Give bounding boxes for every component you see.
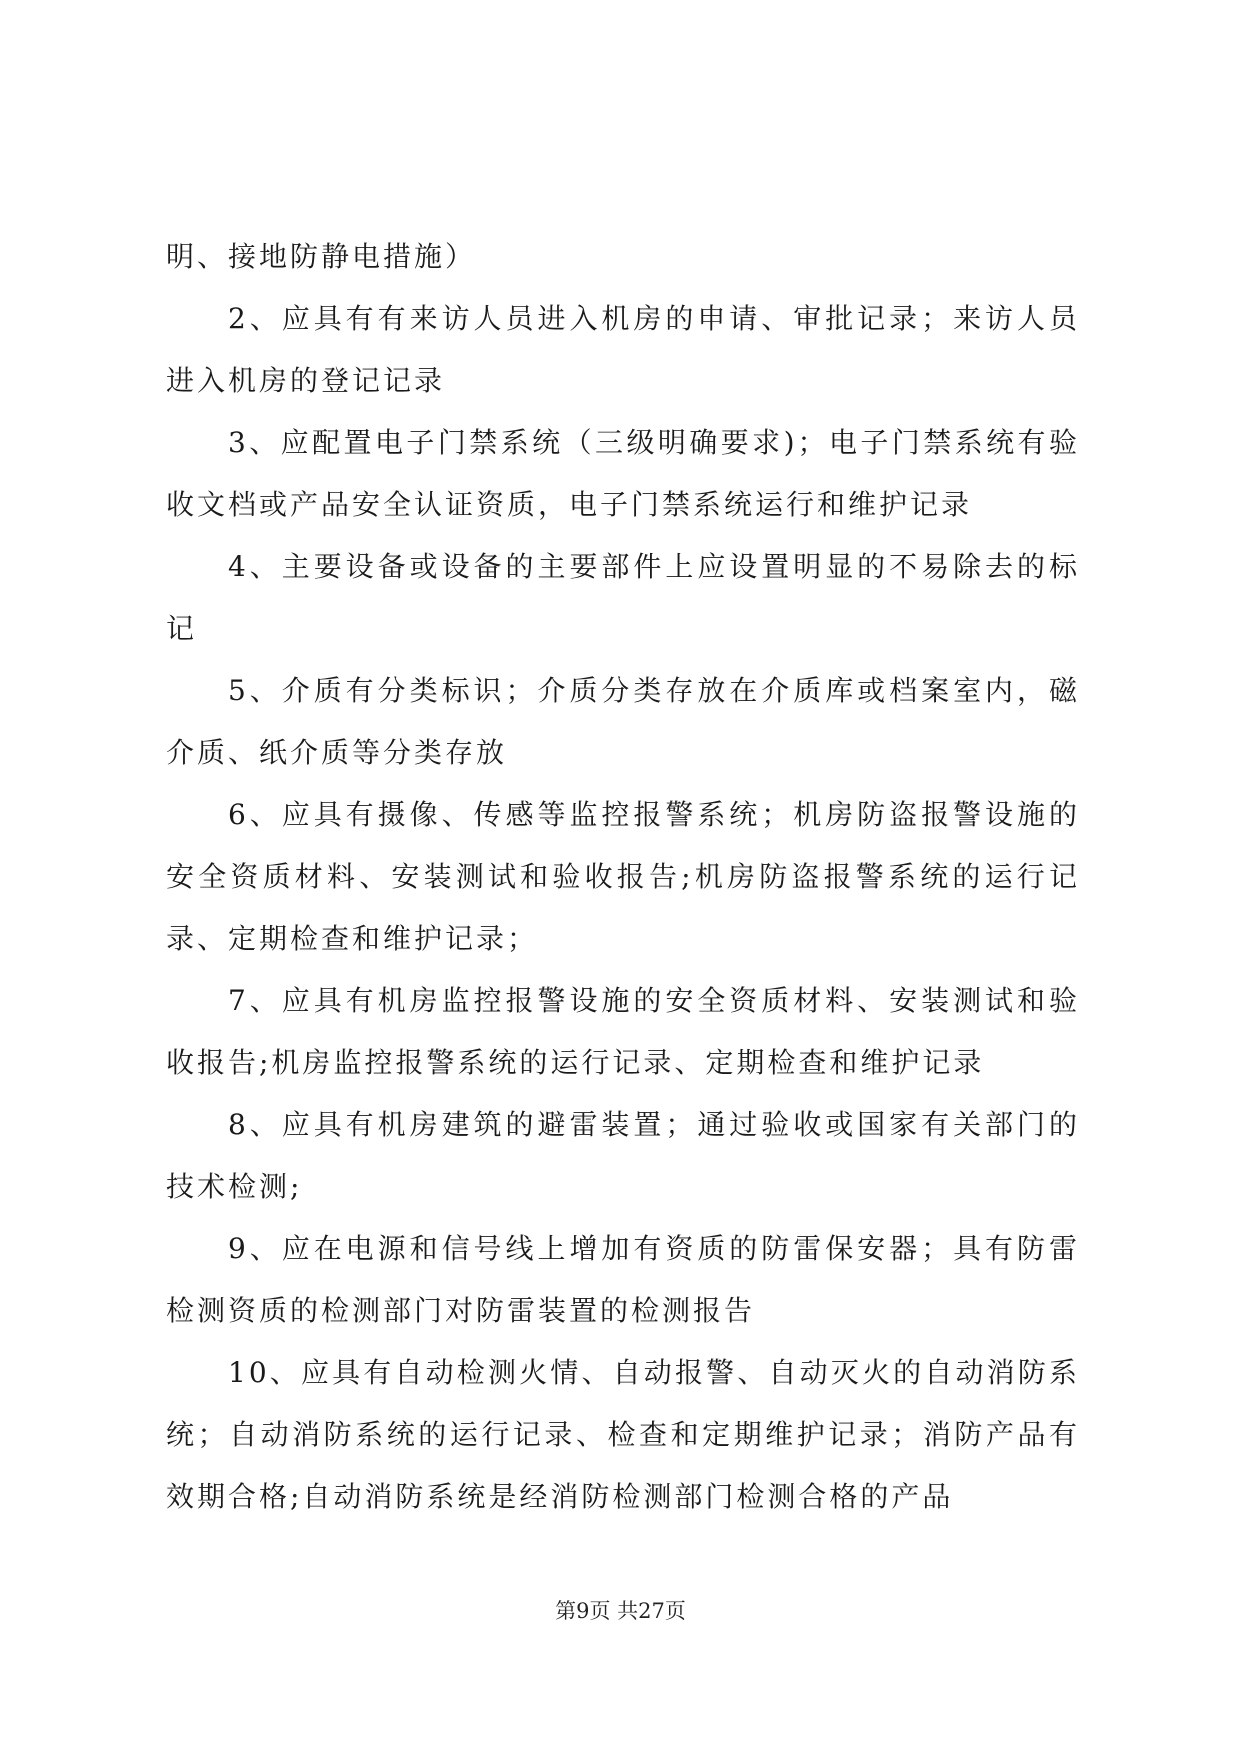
continuation-paragraph: 明、接地防静电措施）	[166, 240, 477, 273]
page-footer	[0, 1596, 1241, 1626]
list-item: 8、应具有机房建筑的避雷装置；通过验收或国家有关部门的技术检测;	[166, 1108, 1080, 1203]
page-number: 第9页 共27页	[555, 1599, 686, 1623]
list-item: 9、应在电源和信号线上增加有资质的防雷保安器；具有防雷检测资质的检测部门对防雷装置的检测报告	[166, 1232, 1080, 1327]
list-item: 10、应具有自动检测火情、自动报警、自动灭火的自动消防系统；自动消防系统的运行记录、检查和定期维护记录；消防产品有效期合格;自动消防系统是经消防检测部门检测合格的产品	[166, 1356, 1080, 1513]
document-body	[166, 226, 1080, 1528]
list-item: 5、介质有分类标识；介质分类存放在介质库或档案室内，磁介质、纸介质等分类存放	[166, 674, 1080, 769]
list-item: 4、主要设备或设备的主要部件上应设置明显的不易除去的标记	[166, 550, 1080, 645]
list-item: 3、应配置电子门禁系统（三级明确要求)；电子门禁系统有验收文档或产品安全认证资质，电子门禁系统运行和维护记录	[166, 426, 1080, 521]
list-item: 2、应具有有来访人员进入机房的申请、审批记录；来访人员进入机房的登记记录	[166, 302, 1080, 397]
list-item: 7、应具有机房监控报警设施的安全资质材料、安装测试和验收报告;机房监控报警系统的运行记录、定期检查和维护记录	[166, 984, 1080, 1079]
list-item: 6、应具有摄像、传感等监控报警系统；机房防盗报警设施的安全资质材料、安装测试和验收报告;机房防盗报警系统的运行记录、定期检查和维护记录；	[166, 798, 1080, 955]
